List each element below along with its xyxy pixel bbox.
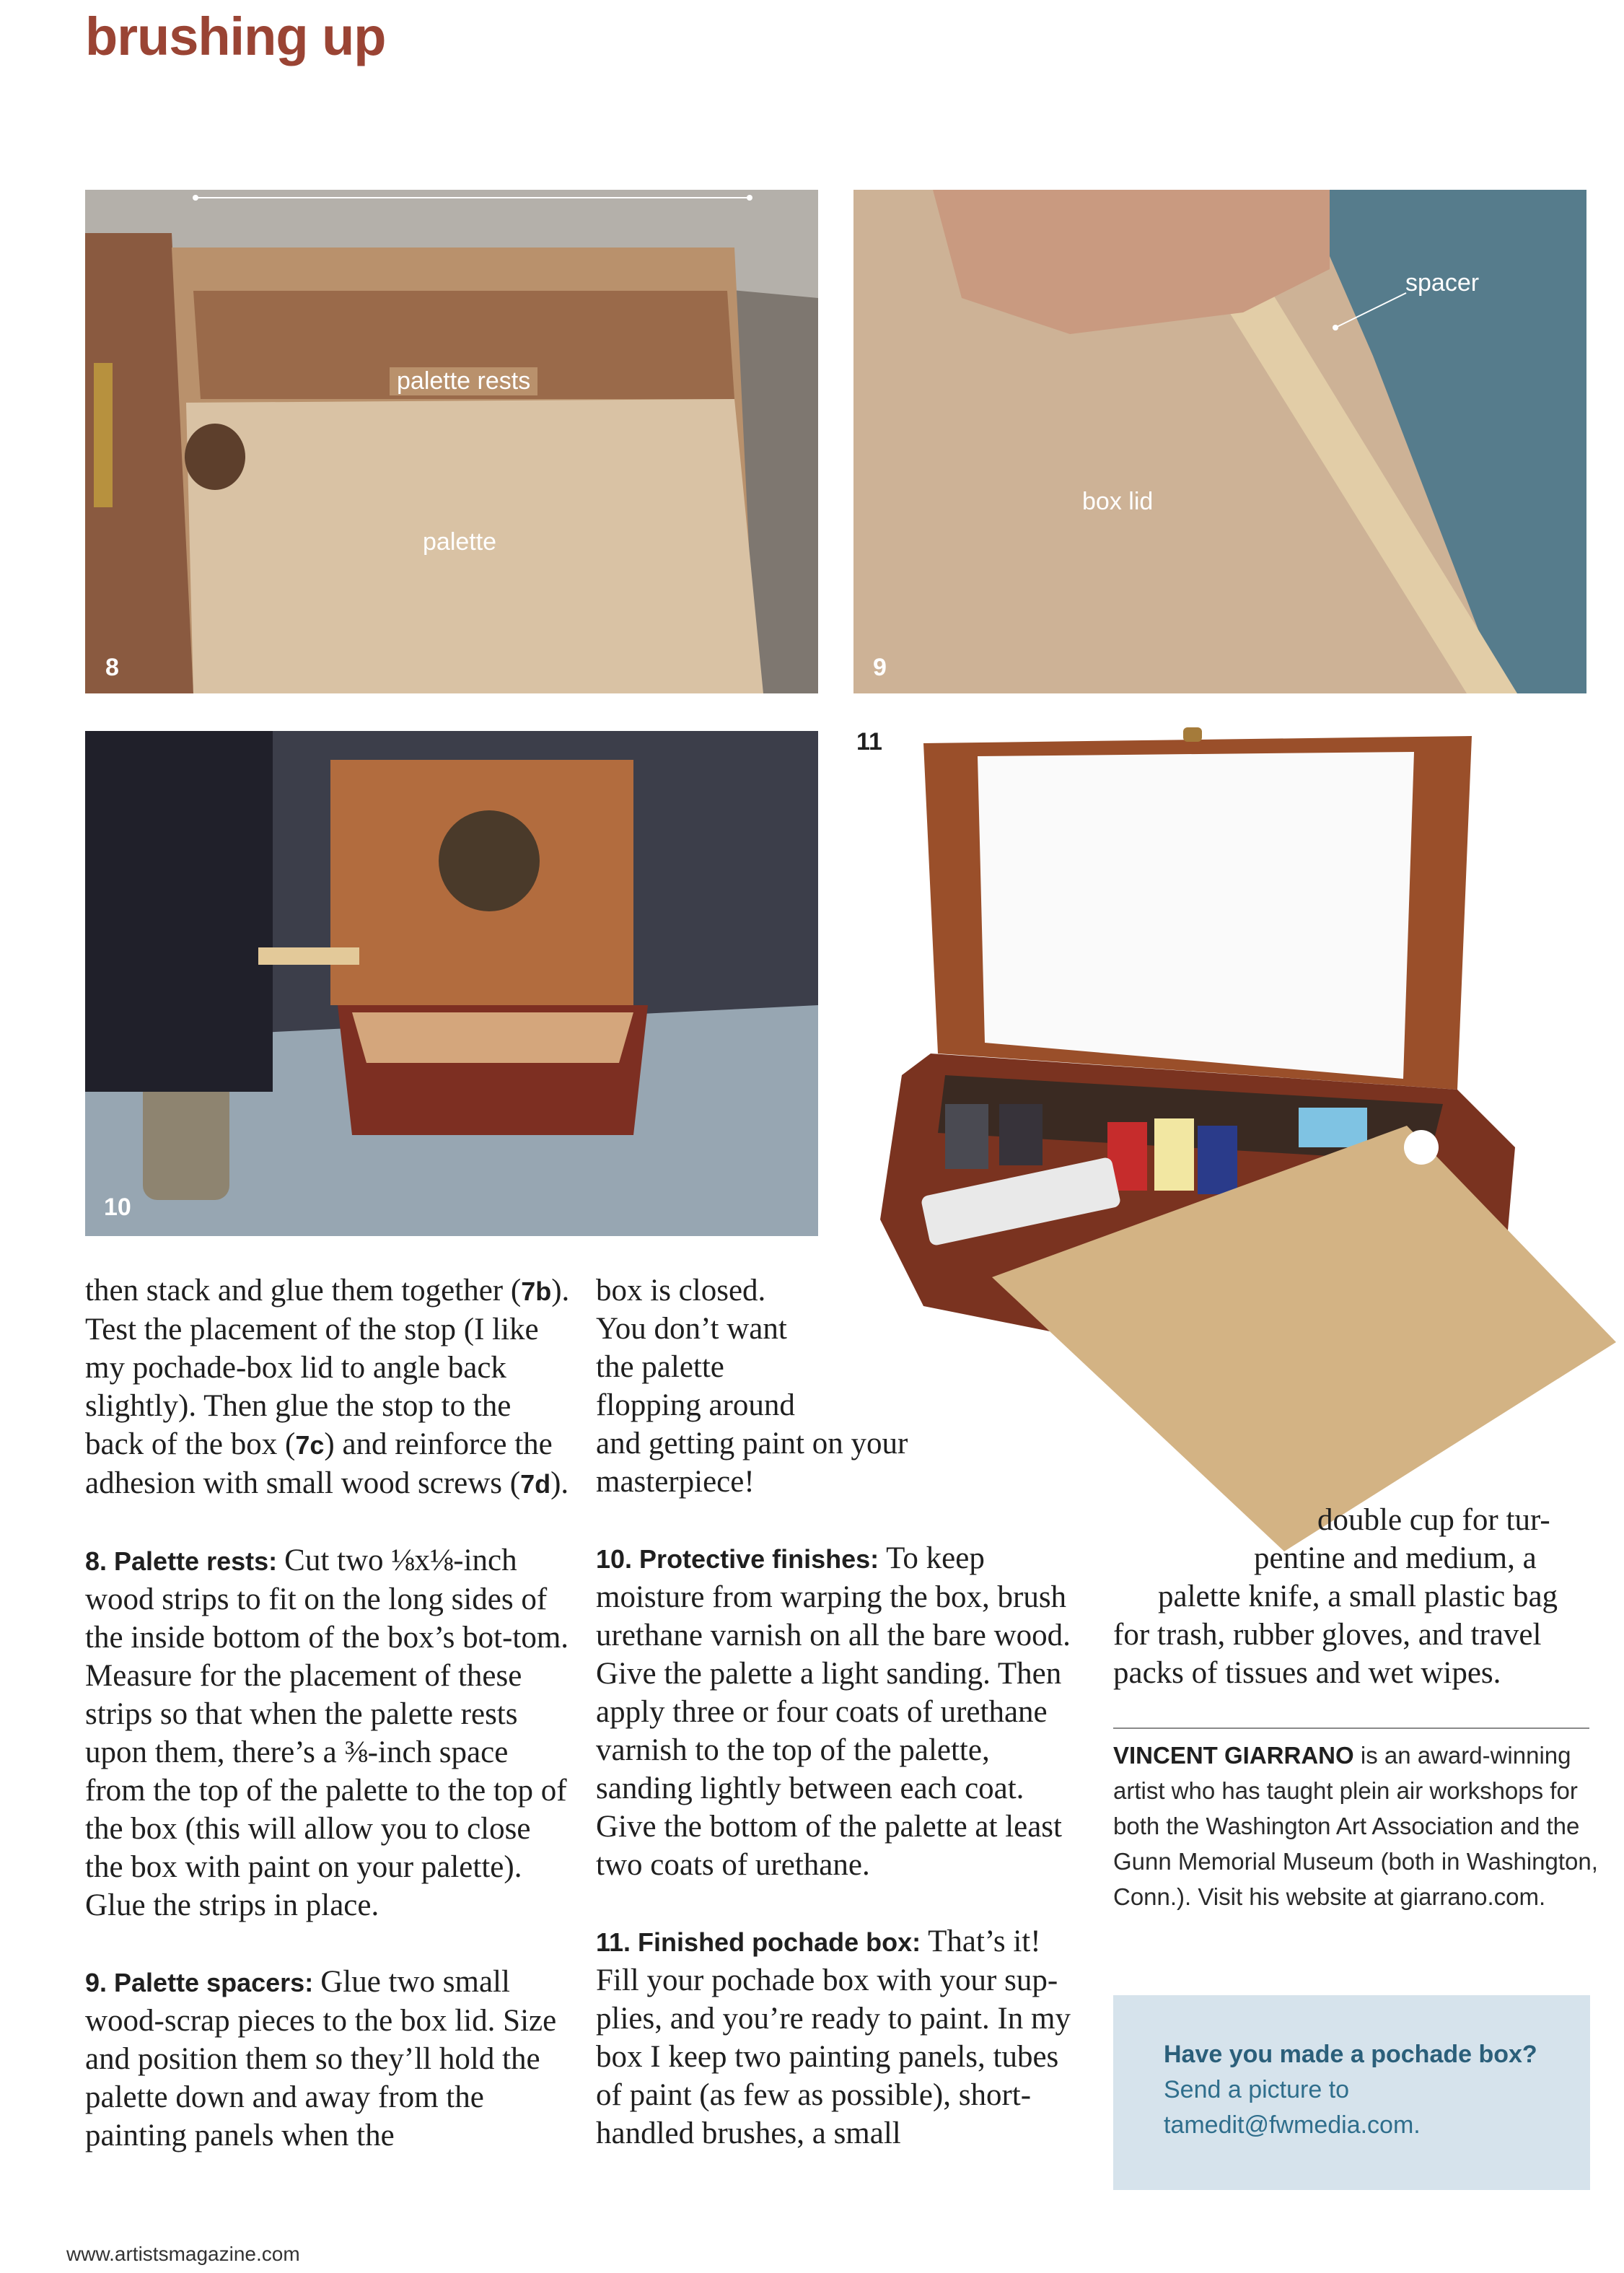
column-3-line: packs of tissues and wet wipes. <box>1113 1656 1501 1690</box>
line: box is closed. <box>596 1274 766 1308</box>
line: and getting paint on your <box>596 1427 908 1460</box>
column-3-line: palette knife, a small plastic bag <box>1158 1580 1558 1613</box>
step-8-heading: 8. Palette rests <box>85 1546 269 1576</box>
step-11-heading: 11. Finished pochade box <box>596 1927 913 1957</box>
step-10-heading: 10. Protective finishes <box>596 1544 871 1574</box>
line: flopping around <box>596 1388 795 1422</box>
photo-number-11: 11 <box>856 728 882 756</box>
spacer-pointer-line <box>1331 289 1410 336</box>
column-3-line: pentine and medium, a <box>1254 1541 1537 1575</box>
photo-number-10: 10 <box>104 1194 131 1221</box>
section-title: brushing up <box>85 6 386 66</box>
label-box-lid: box lid <box>1082 488 1154 515</box>
bio-divider <box>1113 1727 1589 1729</box>
column-1 <box>85 1271 576 2155</box>
step-9-heading: 9. Palette spacers <box>85 1968 305 1997</box>
author-bio: VINCENT GIARRANO is an award-winning artist who has taught plein air workshops for both the Washington Art Association and the Gunn Memorial Museum (both in Washington, Conn.). Visit his website at giarrano.com. <box>1113 1742 1598 1910</box>
photo-palette-rests <box>85 190 818 693</box>
photo-number-9: 9 <box>873 654 887 681</box>
column-3-line: double cup for tur- <box>1317 1503 1550 1537</box>
label-palette: palette <box>423 528 497 556</box>
line: You don’t want <box>596 1312 787 1346</box>
photo-palette-spacers <box>853 190 1586 693</box>
column-2 <box>596 1271 1087 2152</box>
callout-text: Send a picture to tamedit@fwmedia.com. <box>1164 2076 1421 2139</box>
author-name: VINCENT GIARRANO <box>1113 1742 1354 1769</box>
callout-box <box>1113 1995 1590 2190</box>
label-spacer: spacer <box>1405 269 1480 297</box>
step-9-palette-spacers: 9. Palette spacers: Glue two small wood-scrap pieces to the box lid. Size and position them so they’ll hold the palette down and away from the painting panels when the <box>85 1965 557 2152</box>
step-10-protective-finishes: 10. Protective finishes: To keep moisture from warping the box, brush urethane varnish on all the bare wood. Give the palette a light sanding. Then apply three or four coats of urethane varnish to the top of the palette, sanding lightly between each coat. Give the bottom of the palette at least two coats of urethane. <box>596 1541 1071 1882</box>
palette-rests-pointer-line <box>191 193 754 206</box>
paragraph-stop: then stack and glue them together (7b). Test the placement of the stop (I like my pochade-box lid to angle back slightly). Then glue the stop to the back of the box (7c) and reinforce the adhesion with small wood screws (7d). <box>85 1274 570 1500</box>
column-3-line: for trash, rubber gloves, and travel <box>1113 1618 1542 1652</box>
label-palette-rests: palette rests <box>390 367 537 395</box>
footer-url: www.artistsmagazine.com <box>66 2243 300 2265</box>
line: the palette <box>596 1350 724 1384</box>
callout-question: Have you made a pochade box? <box>1164 2041 1537 2068</box>
photo-protective-finishes <box>85 731 818 1236</box>
line: masterpiece! <box>596 1465 755 1499</box>
step-8-palette-rests: 8. Palette rests: Cut two ⅛x⅛-inch wood strips to fit on the long sides of the inside bottom of the box’s bot-tom. Measure for the placement of these strips so that when the palette rests upon them, there’s a ⅜-inch space from the top of the palette to the top of the box (this will allow you to close the box with paint on your palette). Glue the strips in place. <box>85 1543 569 1922</box>
photo-number-8: 8 <box>105 654 119 681</box>
step-11-finished-box: 11. Finished pochade box: That’s it! Fill your pochade box with your sup-plies, and you’re ready to paint. In my box I keep two painting panels, tubes of paint (as few as possible), short-handled brushes, a small <box>596 1924 1071 2150</box>
